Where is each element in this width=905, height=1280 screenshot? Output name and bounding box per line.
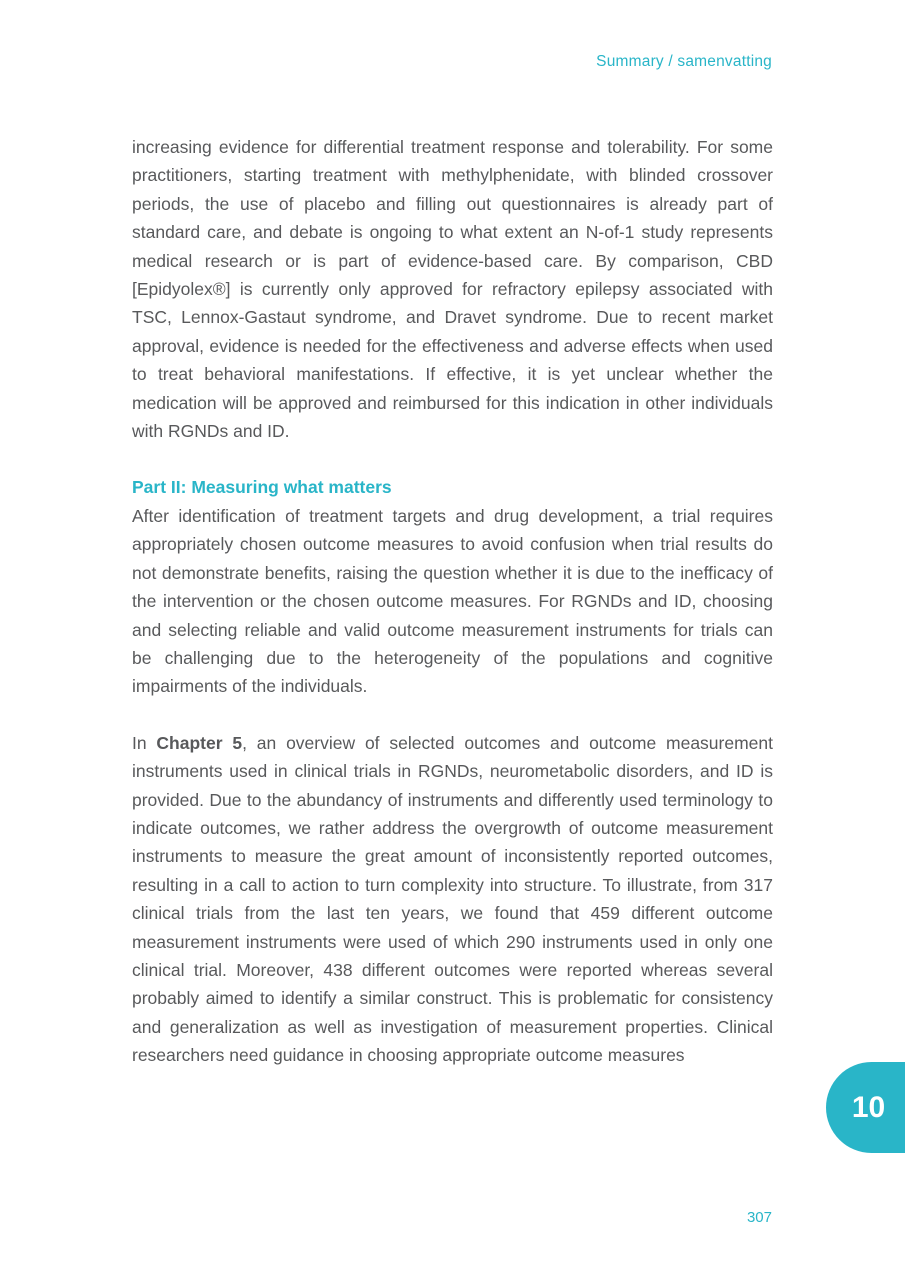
chapter-5-reference: Chapter 5 bbox=[156, 732, 243, 753]
paragraph-chapter-5-rest: , an overview of selected outcomes and outcome measurement instruments used in clinical trials in RGNDs, neurometabolic disorders, and ID is provided. Due to the abundancy of instruments and differently used terminology to indicate outcomes, we rather address the overgrowth of outcome measurement instruments to measure the great amount of inconsistently reported outcomes, resulting in a call to action to turn complexity into structure. To illustrate, from 317 clinical trials from the last ten years, we found that 459 different outcome measurement instruments were used of which 290 instruments used in only one clinical trial. Moreover, 438 different outcomes were reported whereas several probably aimed to identify a similar construct. This is problematic for consistency and generalization as well as investigation of measurement properties. Clinical researchers need guidance in choosing appropriate outcome measures bbox=[132, 732, 774, 1066]
paragraph-treatment-response: increasing evidence for differential treatment response and tolerability. For some practitioners, starting treatment with methylphenidate, with blinded crossover periods, the use of placebo and filling out questionnaires is already part of standard care, and debate is ongoing to what extent an N-of-1 study represents medical research or is part of evidence-based care. By comparison, CBD [Epidyolex®] is currently only approved for refractory epilepsy associated with TSC, Lennox-Gastaut syndrome, and Dravet syndrome. Due to recent market approval, evidence is needed for the effectiveness and adverse effects when used to treat behavioral manifestations. If effective, it is yet unclear whether the medication will be approved and reimbursed for this indication in other individuals with RGNDs and ID. bbox=[132, 137, 773, 442]
paragraph-chapter-5 bbox=[132, 729, 773, 1070]
paragraph-chapter-5-prefix: In bbox=[132, 732, 157, 753]
section-heading-part-2: Part II: Measuring what matters bbox=[132, 477, 392, 498]
paragraph-outcome-measures: After identification of treatment targets and drug development, a trial requires appropriately chosen outcome measures to avoid confusion when trial results do not demonstrate benefits, raising the question whether it is due to the inefficacy of the intervention or the chosen outcome measures. For RGNDs and ID, choosing and selecting reliable and valid outcome measurement instruments for trials can be challenging due to the heterogeneity of the populations and cognitive impairments of the individuals. bbox=[132, 505, 773, 697]
chapter-number: 10 bbox=[851, 1090, 886, 1124]
page-number: 307 bbox=[746, 1209, 772, 1226]
running-header: Summary / samenvatting bbox=[596, 53, 772, 70]
page-content bbox=[132, 133, 773, 1070]
chapter-tab bbox=[826, 1062, 905, 1153]
